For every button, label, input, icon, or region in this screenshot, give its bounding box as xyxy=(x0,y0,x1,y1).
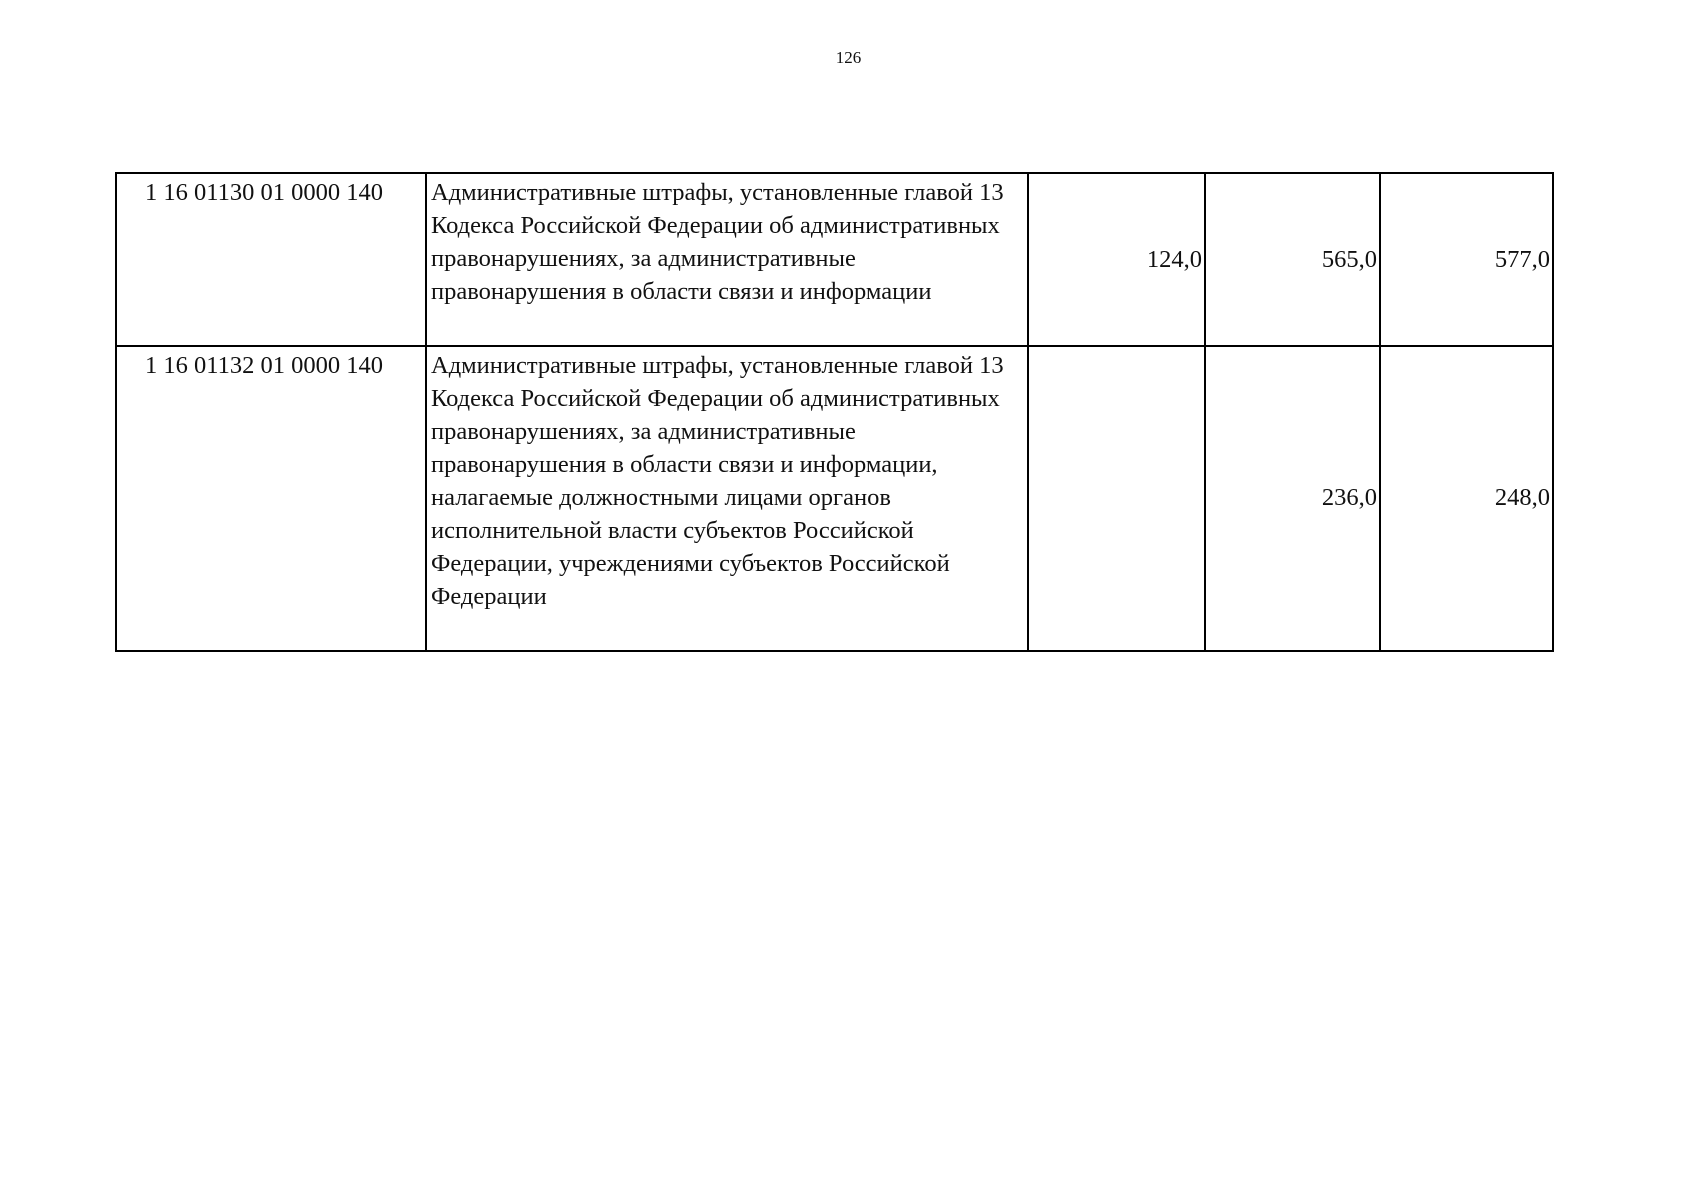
value-cell-1: 124,0 xyxy=(1028,173,1205,346)
budget-code-cell: 1 16 01130 01 0000 140 xyxy=(116,173,426,346)
budget-revenue-table xyxy=(115,172,1554,652)
value-cell-2: 565,0 xyxy=(1205,173,1380,346)
page-number: 126 xyxy=(835,48,862,67)
value-cell-3: 577,0 xyxy=(1380,173,1553,346)
table-row xyxy=(116,346,1553,651)
table-row xyxy=(116,173,1553,346)
revenue-name-cell: Административные штрафы, установленные главой 13 Кодекса Российской Федерации об административных правонарушениях, за административные правонарушения в области связи и информации xyxy=(426,173,1028,346)
value-cell-3: 248,0 xyxy=(1380,346,1553,651)
value-cell-2: 236,0 xyxy=(1205,346,1380,651)
value-cell-1 xyxy=(1028,346,1205,651)
budget-code-cell: 1 16 01132 01 0000 140 xyxy=(116,346,426,651)
revenue-name-cell: Административные штрафы, установленные главой 13 Кодекса Российской Федерации об административных правонарушениях, за административные правонарушения в области связи и информации, налагаемые должностными лицами органов исполнительной власти субъектов Российской Федерации, учреждениями субъектов Российской Федерации xyxy=(426,346,1028,651)
